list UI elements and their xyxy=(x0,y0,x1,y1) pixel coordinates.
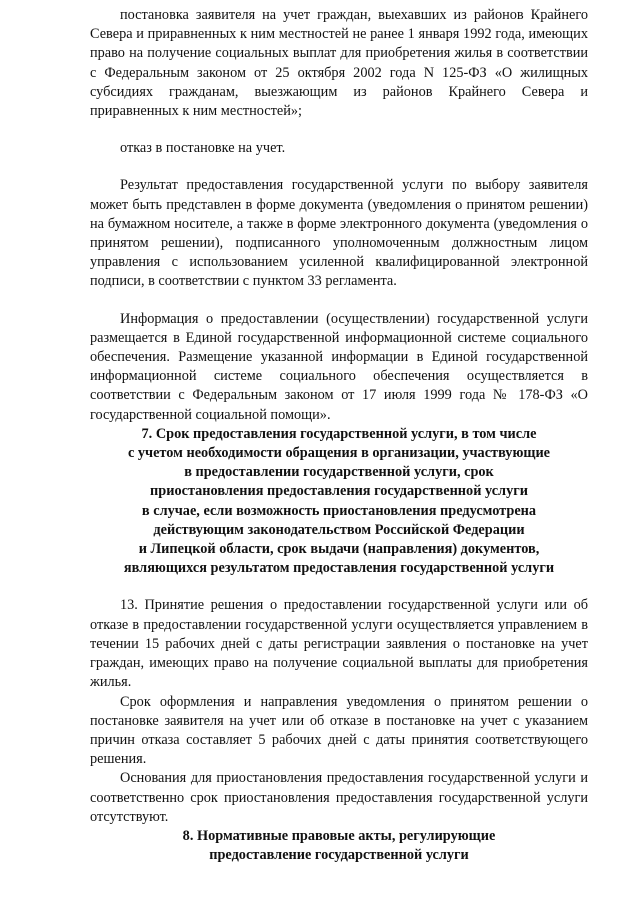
paragraph-suspension-grounds: Основания для приостановления предоставления государственной услуги и соответственно срок приостановления предоставления государственной услуги отсутствуют. xyxy=(90,770,588,825)
heading-line: являющихся результатом предоставления государственной услуги xyxy=(123,560,555,577)
section-8-heading xyxy=(90,827,588,865)
heading-line: и Липецкой области, срок выдачи (направления) документов, xyxy=(138,541,540,558)
heading-line: в случае, если возможность приостановления предусмотрена xyxy=(141,502,537,519)
heading-line: в предоставлении государственной услуги, срок xyxy=(184,464,494,481)
heading-line: с учетом необходимости обращения в организации, участвующие xyxy=(127,445,551,462)
heading-line: действующим законодательством Российской Федерации xyxy=(153,521,525,538)
heading-line: приостановления предоставления государственной услуги xyxy=(150,483,528,500)
paragraph-notification-term: Срок оформления и направления уведомления о принятом решении о постановке заявителя на учет или об отказе в постановке на учет с указанием причин отказа составляет 5 рабочих дней с даты принятия соответствующего решения. xyxy=(90,693,588,768)
paragraph-result-form: Результат предоставления государственной услуги по выбору заявителя может быть представлен в форме документа (уведомления о принятом решении) на бумажном носителе, а также в форме электронного документа (уведомления о принятом решении), подписанного уполномоченным должностным лицом управления с использованием усиленной квалифицированной электронной подписи, в соответствии с пунктом 33 регламента. xyxy=(90,177,588,290)
heading-line: 7. Срок предоставления государственной услуги, в том числе xyxy=(141,425,537,442)
paragraph-13-decision-term: 13. Принятие решения о предоставлении государственной услуги или об отказе в предоставлении государственной услуги осуществляется управлением в течении 15 рабочих дней с даты регистрации заявления о постановке на учет граждан, имеющих право на получение социальной выплаты для приобретения жилья. xyxy=(90,597,588,691)
paragraph-refusal: отказ в постановке на учет. xyxy=(120,140,286,157)
paragraph-information-placement: Информация о предоставлении (осуществлении) государственной услуги размещается в Единой государственной информационной системе социального обеспечения. Размещение указанной информации в Единой государственной информационной системе социального обеспечения осуществляется в соответствии с Федеральным законом от 17 июля 1999 года № 178-ФЗ «О государственной социальной помощи». xyxy=(90,310,588,423)
heading-line: 8. Нормативные правовые акты, регулирующие xyxy=(182,827,496,844)
section-7-heading xyxy=(90,425,588,579)
paragraph-registration-basis: постановка заявителя на учет граждан, выехавших из районов Крайнего Севера и приравненных к ним местностей не ранее 1 января 1992 года, имеющих право на получение социальных выплат для приобретения жилья в соответствии с Федеральным законом от 25 октября 2002 года N 125-ФЗ «О жилищных субсидиях гражданам, выезжающим из районов Крайнего Севера и приравненных к ним местностей»; xyxy=(90,7,588,120)
heading-line: предоставление государственной услуги xyxy=(209,847,469,864)
